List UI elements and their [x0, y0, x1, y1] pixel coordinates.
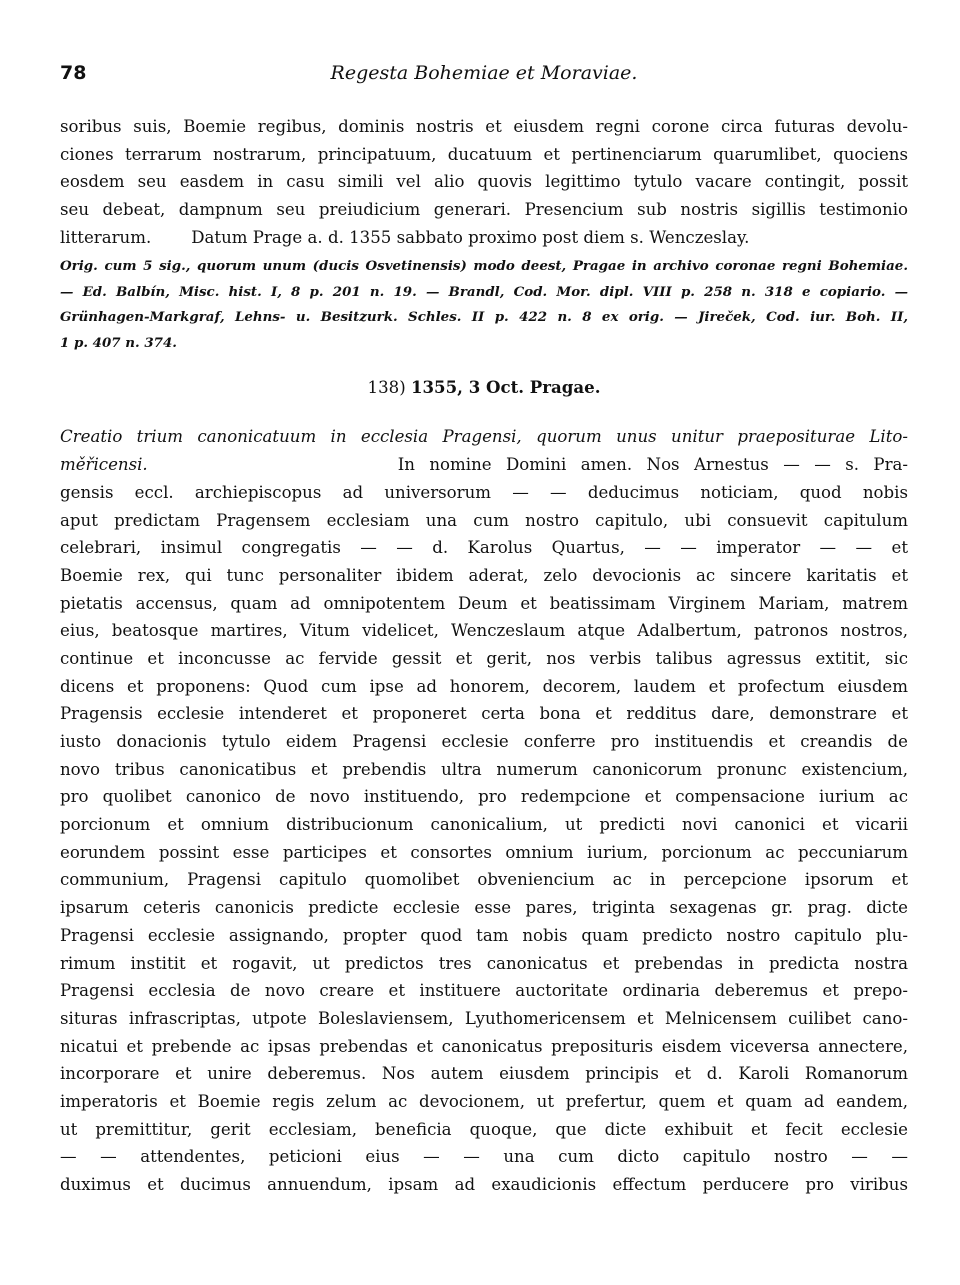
- text-line: ut premittitur, gerit ecclesiam, beneficia quoque, que dicte exhibuit et fecit ecclesie: [60, 1119, 908, 1139]
- text-line: iusto donacionis tytulo eidem Pragensi ecclesie conferre pro instituendis et creandis de: [60, 732, 908, 751]
- text-line: rimum institit et rogavit, ut predictos tres canonicatus et prebendas in predicta nostra: [60, 953, 908, 973]
- summary-line: Creatio trium canonicatuum in ecclesia Pragensi, quorum unus unitur praepositurae Lito-: [60, 427, 908, 447]
- text-line: aput predictam Pragensem ecclesiam una cum nostro capitulo, ubi consuevit capitulum: [60, 510, 908, 530]
- text-line: incorporare et unire deberemus. Nos autem eiusdem principis et d. Karoli Romanorum: [60, 1064, 908, 1084]
- document-number: 138): [367, 378, 406, 398]
- text-line: — — attendentes, peticioni eius — — una cum dicto capitulo nostro — —: [60, 1147, 908, 1167]
- text-line: celebrari, insimul congregatis — — d. Karolus Quartus, — — imperator — — et: [60, 538, 908, 558]
- summary-line-mixed: [60, 451, 908, 479]
- text-line: eius, beatosque martires, Vitum videlicet, Wenczeslaum atque Adalbertum, patronos nostros,: [60, 621, 908, 641]
- source-note-line: Orig. cum 5 sig., quorum unum (ducis Osvetinensis) modo deest, Pragae in archivo coronae regni Bohemiae.: [60, 258, 908, 275]
- page-number: 78: [60, 62, 87, 84]
- summary-ending: měřicensi.: [60, 455, 148, 475]
- datum-clause: Datum Prage a. d. 1355 sabbato proximo post diem s. Wenczeslay.: [191, 227, 750, 247]
- text-segment: Presencium sub nostris sigillis testimonio: [524, 200, 908, 220]
- text-line: eorundem possint esse participes et consortes omnium iurium, porcionum ac peccuniarum: [60, 842, 908, 862]
- source-note-line: — Ed. Balbín, Misc. hist. I, 8 p. 201 n. 19. — Brandl, Cod. Mor. dipl. VIII p. 258 n. 318 e copiario. —: [60, 283, 908, 300]
- document-text: [60, 423, 908, 1198]
- text-incipit: In nomine Domini amen. Nos Arnestus — — s. Pra-: [397, 455, 908, 475]
- text-line: nicatui et prebende ac ipsas prebendas et canonicatus prepositurіs eisdem viceversa annectere,: [60, 1036, 908, 1056]
- text-line: ipsarum ceteris canonicis predicte ecclesie esse pares, triginta sexagenas gr. prag. dicte: [60, 898, 908, 918]
- text-segment: litterarum.: [60, 227, 152, 247]
- source-notes: [60, 254, 908, 356]
- text-line: Pragensi ecclesie assignando, propter quod tam nobis quam predicto nostro capitulo plu-: [60, 925, 908, 945]
- text-line: duximus et ducimus annuendum, ipsam ad exaudicionis effectum perducere pro viribus: [60, 1175, 908, 1194]
- text-segment: seu debeat, dampnum seu preiudicium generari.: [60, 200, 512, 220]
- running-title: Regesta Bohemiae et Moraviae.: [330, 62, 638, 84]
- source-note-line: Grünhagen-Markgraf, Lehns- u. Besitzurk. Schles. II p. 422 n. 8 ex orig. — Jireček, Cod. iur. Boh. II,: [60, 309, 908, 326]
- document-date: 1355, 3 Oct. Pragae.: [410, 377, 601, 398]
- text-line: gensis eccl. archiepiscopus ad universorum — — deducimus noticiam, quod nobis: [60, 482, 908, 502]
- text-line: situras infrascriptas, utpote Boleslaviensem, Lyuthomericensem et Melnicensem cuilibet cano-: [60, 1008, 908, 1028]
- text-line: dicens et proponens: Quod cum ipse ad honorem, decorem, laudem et profectum eiusdem: [60, 676, 908, 696]
- text-line: pietatis accensus, quam ad omnipotentem Deum et beatissimam Virginem Mariam, matrem: [60, 593, 908, 613]
- text-line: Pragensis ecclesie intenderet et proponeret certa bona et redditus dare, demonstrare et: [60, 704, 908, 724]
- text-line: Pragensi ecclesia de novo creare et instituere auctoritate ordinaria deberemus et prepo-: [60, 981, 908, 1001]
- text-line: porcionum et omnium distribucionum canonicalium, ut predicti novi canonici et vicarii: [60, 815, 908, 835]
- page-header: [60, 62, 908, 92]
- text-line: novo tribus canonicatibus et prebendis ultra numerum canonicorum pronunc existencium,: [60, 759, 908, 779]
- text-line: communium, Pragensi capitulo quomolibet obveniencium ac in percepcione ipsorum et: [60, 870, 908, 890]
- source-note-line: 1 p. 407 n. 374.: [60, 334, 177, 351]
- previous-document-ending: [60, 113, 908, 251]
- text-lines: [60, 479, 908, 1199]
- text-line-datum: [60, 224, 908, 252]
- page-body: [60, 113, 908, 1199]
- text-line: soribus suis, Boemie regibus, dominis nostris et eiusdem regni corone circa futuras devolu-: [60, 117, 908, 136]
- text-line: Boemie rex, qui tunc personaliter ibidem aderat, zelo devocionis ac sincere karitatis et: [60, 565, 908, 585]
- text-line: continue et inconcusse ac fervide gessit et gerit, nos verbis talibus agressus extitit, sic: [60, 648, 908, 668]
- text-line-split: [60, 196, 908, 224]
- text-line: imperatoris et Boemie regis zelum ac devocionem, ut prefertur, quem et quam ad eandem,: [60, 1091, 908, 1111]
- text-line: ciones terrarum nostrarum, principatuum, ducatuum et pertinenciarum quarumlibet, quociens: [60, 144, 908, 164]
- text-line: pro quolibet canonico de novo instituendo, pro redempcione et compensacione iurium ac: [60, 787, 908, 807]
- document-heading: [60, 373, 908, 401]
- text-line: eosdem seu easdem in casu simili vel alio quovis legittimo tytulo vacare contingit, possit: [60, 172, 908, 192]
